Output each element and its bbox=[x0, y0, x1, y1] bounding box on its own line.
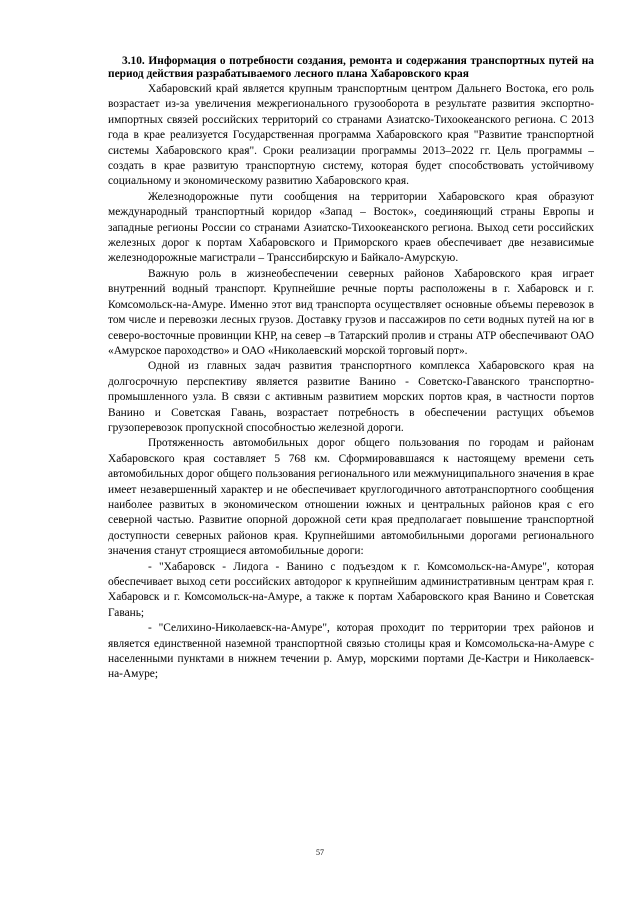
list-item-road-khabarovsk-lidoga-vanino: - "Хабаровск - Лидога - Ванино с подъездом к г. Комсомольск-на-Амуре", которая обеспечивает выход сети российских автодорог к крупнейшим административным центрам края г. Хабаровск и г. Комсомольск-на-Амуре, а также к портам Хабаровского края Ванино и Советская Гавань; bbox=[108, 560, 594, 619]
paragraph-vanino-hub: Одной из главных задач развития транспортного комплекса Хабаровского края на долгосрочную перспективу является развитие Ванино - Советско-Гаванского транспортно-промышленного узла. В связи с активным развитием морских портов края, в частности портов Ванино и Советская Гавань, возрастает потребность в обеспечении растущих объемов грузоперевозок пропускной способностью железной дороги. bbox=[108, 360, 594, 434]
section-heading: 3.10. Информация о потребности создания, ремонта и содержания транспортных путей на период действия разрабатываемого лесного плана Хабаровского края bbox=[108, 55, 594, 80]
paragraph-railways: Железнодорожные пути сообщения на территории Хабаровского края образуют международный транспортный коридор «Запад – Восток», соединяющий страны Европы и западные регионы России со странами Азиатско-Тихоокеанского региона. Выход сети российских железных дорог к портам Хабаровского и Приморского краев обеспечивает две независимые железнодорожные магистрали – Транссибирскую и Байкало-Амурскую. bbox=[108, 190, 594, 265]
list-item-road-selikhino-nikolaevsk: - "Селихино-Николаевск-на-Амуре", которая проходит по территории трех районов и является единственной наземной транспортной связью столицы края и Комсомольска-на-Амуре с населенными пунктами в нижнем течении р. Амур, морскими портами Де-Кастри и Николаевск-на-Амуре; bbox=[108, 622, 594, 681]
paragraph-water-transport: Важную роль в жизнеобеспечении северных районов Хабаровского края играет внутренний водный транспорт. Крупнейшие речные порты расположены в г. Хабаровск и г. Комсомольск-на-Амуре. Именно этот вид транспорта осуществляет основные объемы перевозок в том числе и перевозки лесных грузов. Доставку грузов и пассажиров по сети водных путей на юг в северо-восточные провинции КНР, на север –в Татарский пролив и страны АТР обеспечивают ОАО «Амурское пароходство» и ОАО «Николаевский морской торговый порт». bbox=[108, 267, 594, 357]
paragraph-transport-center: Хабаровский край является крупным транспортным центром Дальнего Востока, его роль возрастает из-за увеличения межрегионального грузооборота в результате развития экспортно-импортных связей российских территорий со странами Азиатско-Тихоокеанского региона. С 2013 года в крае реализуется Государственная программа Хабаровского края "Развитие транспортной системы Хабаровского края". Сроки реализации программы 2013–2022 гг. Цель программы – создать в крае развитую транспортную систему, которая будет способствовать устойчивому социальному и экономическому развитию Хабаровского края. bbox=[108, 83, 594, 188]
document-page bbox=[108, 55, 594, 683]
page-number: 57 bbox=[316, 848, 324, 857]
paragraph-roads: Протяженность автомобильных дорог общего пользования по городам и районам Хабаровского края составляет 5 768 км. Сформировавшаяся к настоящему времени сеть автомобильных дорог общего пользования регионального или межмуниципального значения в крае имеет незавершенный характер и не обеспечивает круглогодичного автотранспортного сообщения наиболее развитых в экономическом отношении южных и центральных районов края с его северной частью. Развитие опорной дорожной сети края предполагает повышение транспортной доступности северных районов края. Крупнейшими автомобильными дорогами регионального значения станут строящиеся автомобильные дороги: bbox=[108, 437, 594, 558]
